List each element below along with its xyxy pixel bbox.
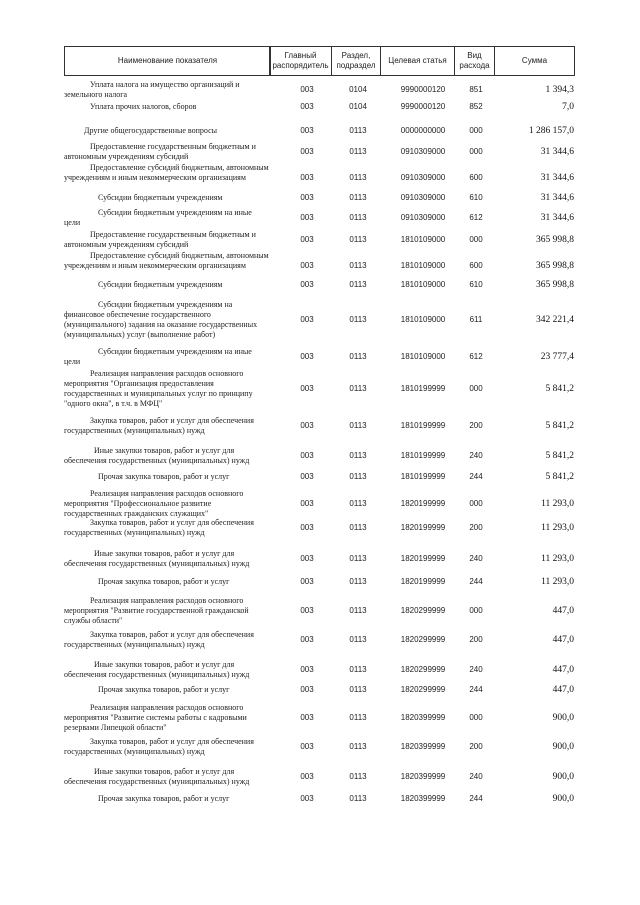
expense-type: 000 bbox=[469, 384, 483, 393]
amount-value: 5 841,2 bbox=[545, 451, 574, 461]
ministry-code: 003 bbox=[300, 772, 314, 781]
section-code: 0113 bbox=[349, 193, 367, 202]
indicator-name: Предоставление государственным бюджетным и автономным учреждениям субсидий bbox=[64, 142, 256, 161]
amount-value: 11 293,0 bbox=[541, 577, 574, 587]
expense-type: 852 bbox=[469, 102, 483, 111]
table-row bbox=[0, 489, 640, 519]
indicator-name: Субсидии бюджетным учреждениям на иные цели bbox=[64, 208, 252, 227]
header-amount: Сумма bbox=[494, 46, 575, 76]
amount-value: 5 841,2 bbox=[545, 384, 574, 394]
target-article: 0000000000 bbox=[400, 126, 446, 135]
target-article: 1810109000 bbox=[400, 261, 446, 270]
ministry-code: 003 bbox=[300, 193, 314, 202]
section-code: 0113 bbox=[349, 523, 367, 532]
indicator-name: Закупка товаров, работ и услуг для обеспечения государственных (муниципальных) нужд bbox=[64, 518, 254, 537]
amount-value: 31 344,6 bbox=[540, 213, 574, 223]
ministry-code: 003 bbox=[300, 665, 314, 674]
expense-type: 200 bbox=[469, 742, 483, 751]
target-article: 9990000120 bbox=[400, 85, 446, 94]
ministry-code: 003 bbox=[300, 147, 314, 156]
expense-type: 000 bbox=[469, 147, 483, 156]
ministry-code: 003 bbox=[300, 235, 314, 244]
table-row bbox=[0, 142, 640, 162]
target-article: 0910309000 bbox=[400, 147, 446, 156]
indicator-name: Предоставление субсидий бюджетным, автономным учреждениям и иным некоммерческим организациям bbox=[64, 251, 269, 270]
amount-value: 365 998,8 bbox=[536, 235, 574, 245]
indicator-name: Реализация направления расходов основного мероприятия "Развитие системы работы с кадровыми резервами Липецкой области" bbox=[64, 703, 247, 732]
amount-value: 365 998,8 bbox=[536, 261, 574, 271]
expense-type: 244 bbox=[469, 472, 483, 481]
expense-type: 000 bbox=[469, 235, 483, 244]
table-row bbox=[0, 208, 640, 228]
ministry-code: 003 bbox=[300, 635, 314, 644]
indicator-name: Предоставление субсидий бюджетным, автономным учреждениям и иным некоммерческим организациям bbox=[64, 163, 269, 182]
indicator-name: Иные закупки товаров, работ и услуг для обеспечения государственных (муниципальных) нужд bbox=[64, 660, 250, 679]
amount-value: 447,0 bbox=[552, 635, 574, 645]
target-article: 1820199999 bbox=[400, 523, 446, 532]
header-section: Раздел, подраздел bbox=[331, 46, 381, 76]
target-article: 1820399999 bbox=[400, 794, 446, 803]
ministry-code: 003 bbox=[300, 352, 314, 361]
amount-value: 900,0 bbox=[552, 794, 574, 804]
table-row bbox=[0, 549, 640, 569]
expense-type: 240 bbox=[469, 451, 483, 460]
amount-value: 900,0 bbox=[552, 772, 574, 782]
target-article: 0910309000 bbox=[400, 193, 446, 202]
section-code: 0104 bbox=[349, 85, 367, 94]
expense-type: 240 bbox=[469, 772, 483, 781]
section-code: 0113 bbox=[349, 665, 367, 674]
section-code: 0113 bbox=[349, 794, 367, 803]
indicator-name: Закупка товаров, работ и услуг для обеспечения государственных (муниципальных) нужд bbox=[64, 416, 254, 435]
amount-value: 5 841,2 bbox=[545, 472, 574, 482]
ministry-code: 003 bbox=[300, 213, 314, 222]
table-row bbox=[0, 767, 640, 787]
table-row bbox=[0, 80, 640, 100]
table-row bbox=[0, 518, 640, 538]
indicator-name: Реализация направления расходов основного мероприятия "Профессиональное развитие государственных гражданских служащих" bbox=[64, 489, 244, 518]
ministry-code: 003 bbox=[300, 472, 314, 481]
ministry-code: 003 bbox=[300, 315, 314, 324]
section-code: 0113 bbox=[349, 147, 367, 156]
ministry-code: 003 bbox=[300, 451, 314, 460]
target-article: 1820199999 bbox=[400, 554, 446, 563]
section-code: 0113 bbox=[349, 772, 367, 781]
header-target: Целевая статья bbox=[380, 46, 455, 76]
section-code: 0113 bbox=[349, 635, 367, 644]
ministry-code: 003 bbox=[300, 102, 314, 111]
section-code: 0113 bbox=[349, 742, 367, 751]
target-article: 1810199999 bbox=[400, 421, 446, 430]
expense-type: 200 bbox=[469, 635, 483, 644]
section-code: 0113 bbox=[349, 451, 367, 460]
amount-value: 1 286 157,0 bbox=[528, 126, 574, 136]
expense-type: 600 bbox=[469, 173, 483, 182]
table-row bbox=[0, 794, 640, 804]
indicator-name: Иные закупки товаров, работ и услуг для обеспечения государственных (муниципальных) нужд bbox=[64, 446, 250, 465]
expense-type: 240 bbox=[469, 554, 483, 563]
section-code: 0113 bbox=[349, 606, 367, 615]
indicator-name: Предоставление государственным бюджетным и автономным учреждениям субсидий bbox=[64, 230, 256, 249]
amount-value: 900,0 bbox=[552, 713, 574, 723]
indicator-name: Прочая закупка товаров, работ и услуг bbox=[98, 685, 230, 694]
table-row bbox=[0, 300, 640, 340]
target-article: 9990000120 bbox=[400, 102, 446, 111]
target-article: 1820399999 bbox=[400, 772, 446, 781]
indicator-name: Субсидии бюджетным учреждениям bbox=[98, 280, 223, 289]
indicator-name: Уплата прочих налогов, сборов bbox=[90, 102, 197, 111]
ministry-code: 003 bbox=[300, 173, 314, 182]
expense-type: 600 bbox=[469, 261, 483, 270]
table-row bbox=[0, 737, 640, 757]
indicator-name: Иные закупки товаров, работ и услуг для обеспечения государственных (муниципальных) нужд bbox=[64, 549, 250, 568]
expense-type: 240 bbox=[469, 665, 483, 674]
expense-type: 244 bbox=[469, 685, 483, 694]
target-article: 0910309000 bbox=[400, 173, 446, 182]
target-article: 1810199999 bbox=[400, 384, 446, 393]
ministry-code: 003 bbox=[300, 577, 314, 586]
target-article: 0910309000 bbox=[400, 213, 446, 222]
indicator-name: Субсидии бюджетным учреждениям на иные цели bbox=[64, 347, 252, 366]
ministry-code: 003 bbox=[300, 421, 314, 430]
ministry-code: 003 bbox=[300, 384, 314, 393]
target-article: 1810199999 bbox=[400, 472, 446, 481]
amount-value: 447,0 bbox=[552, 606, 574, 616]
ministry-code: 003 bbox=[300, 499, 314, 508]
section-code: 0113 bbox=[349, 713, 367, 722]
section-code: 0113 bbox=[349, 126, 367, 135]
header-ministry: Главный распорядитель bbox=[269, 46, 332, 76]
section-code: 0113 bbox=[349, 173, 367, 182]
amount-value: 1 394,3 bbox=[545, 85, 574, 95]
target-article: 1810109000 bbox=[400, 315, 446, 324]
section-code: 0113 bbox=[349, 421, 367, 430]
ministry-code: 003 bbox=[300, 685, 314, 694]
target-article: 1820299999 bbox=[400, 685, 446, 694]
target-article: 1820199999 bbox=[400, 577, 446, 586]
indicator-name: Субсидии бюджетным учреждениям bbox=[98, 193, 223, 202]
ministry-code: 003 bbox=[300, 261, 314, 270]
expense-type: 610 bbox=[469, 193, 483, 202]
amount-value: 447,0 bbox=[552, 665, 574, 675]
amount-value: 900,0 bbox=[552, 742, 574, 752]
section-code: 0113 bbox=[349, 315, 367, 324]
target-article: 1820299999 bbox=[400, 635, 446, 644]
indicator-name: Прочая закупка товаров, работ и услуг bbox=[98, 577, 230, 586]
indicator-name: Реализация направления расходов основного мероприятия "Развитие государственной гражданской службы области" bbox=[64, 596, 249, 625]
table-row bbox=[0, 703, 640, 733]
expense-type: 244 bbox=[469, 577, 483, 586]
expense-type: 611 bbox=[469, 315, 483, 324]
table-row bbox=[0, 577, 640, 587]
amount-value: 31 344,6 bbox=[540, 147, 574, 157]
target-article: 1810109000 bbox=[400, 235, 446, 244]
table-row bbox=[0, 596, 640, 626]
expense-type: 610 bbox=[469, 280, 483, 289]
ministry-code: 003 bbox=[300, 280, 314, 289]
ministry-code: 003 bbox=[300, 126, 314, 135]
amount-value: 7,0 bbox=[562, 102, 574, 112]
target-article: 1820299999 bbox=[400, 665, 446, 674]
table-row bbox=[0, 446, 640, 466]
ministry-code: 003 bbox=[300, 742, 314, 751]
section-code: 0113 bbox=[349, 685, 367, 694]
ministry-code: 003 bbox=[300, 713, 314, 722]
indicator-name: Уплата налога на имущество организаций и земельного налога bbox=[64, 80, 240, 99]
amount-value: 11 293,0 bbox=[541, 499, 574, 509]
ministry-code: 003 bbox=[300, 606, 314, 615]
table-row bbox=[0, 347, 640, 367]
section-code: 0113 bbox=[349, 554, 367, 563]
indicator-name: Прочая закупка товаров, работ и услуг bbox=[98, 472, 230, 481]
section-code: 0113 bbox=[349, 577, 367, 586]
section-code: 0113 bbox=[349, 261, 367, 270]
ministry-code: 003 bbox=[300, 85, 314, 94]
expense-type: 612 bbox=[469, 213, 483, 222]
table-row bbox=[0, 660, 640, 680]
target-article: 1810109000 bbox=[400, 352, 446, 361]
indicator-name: Субсидии бюджетным учреждениям на финансовое обеспечение государственного (муниципального) задания на оказание государственных (муниципальных) услуг (выполнение работ) bbox=[64, 300, 258, 339]
expense-type: 200 bbox=[469, 523, 483, 532]
table-row bbox=[0, 126, 640, 136]
expense-type: 000 bbox=[469, 606, 483, 615]
target-article: 1820399999 bbox=[400, 742, 446, 751]
amount-value: 31 344,6 bbox=[540, 193, 574, 203]
ministry-code: 003 bbox=[300, 554, 314, 563]
amount-value: 23 777,4 bbox=[540, 352, 574, 362]
amount-value: 11 293,0 bbox=[541, 523, 574, 533]
expense-type: 000 bbox=[469, 126, 483, 135]
target-article: 1820199999 bbox=[400, 499, 446, 508]
indicator-name: Прочая закупка товаров, работ и услуг bbox=[98, 794, 230, 803]
section-code: 0113 bbox=[349, 472, 367, 481]
section-code: 0104 bbox=[349, 102, 367, 111]
header-type: Вид расхода bbox=[454, 46, 495, 76]
amount-value: 5 841,2 bbox=[545, 421, 574, 431]
expense-type: 851 bbox=[469, 85, 483, 94]
indicator-name: Закупка товаров, работ и услуг для обеспечения государственных (муниципальных) нужд bbox=[64, 737, 254, 756]
section-code: 0113 bbox=[349, 280, 367, 289]
table-row bbox=[0, 251, 640, 281]
table-row bbox=[0, 102, 640, 112]
table-row bbox=[0, 193, 640, 203]
expense-type: 612 bbox=[469, 352, 483, 361]
indicator-name: Другие общегосударственные вопросы bbox=[84, 126, 218, 135]
target-article: 1820299999 bbox=[400, 606, 446, 615]
amount-value: 365 998,8 bbox=[536, 280, 574, 290]
indicator-name: Иные закупки товаров, работ и услуг для обеспечения государственных (муниципальных) нужд bbox=[64, 767, 250, 786]
amount-value: 31 344,6 bbox=[540, 173, 574, 183]
expense-type: 200 bbox=[469, 421, 483, 430]
ministry-code: 003 bbox=[300, 523, 314, 532]
indicator-name: Закупка товаров, работ и услуг для обеспечения государственных (муниципальных) нужд bbox=[64, 630, 254, 649]
expense-type: 244 bbox=[469, 794, 483, 803]
amount-value: 342 221,4 bbox=[536, 315, 574, 325]
section-code: 0113 bbox=[349, 384, 367, 393]
section-code: 0113 bbox=[349, 499, 367, 508]
table-row bbox=[0, 369, 640, 409]
section-code: 0113 bbox=[349, 235, 367, 244]
indicator-name: Реализация направления расходов основного мероприятия "Организация предоставления государственных и муниципальных услуг по принципу "одного окна", в т.ч. в МФЦ" bbox=[64, 369, 253, 408]
target-article: 1810109000 bbox=[400, 280, 446, 289]
amount-value: 447,0 bbox=[552, 685, 574, 695]
table-row bbox=[0, 416, 640, 436]
target-article: 1810199999 bbox=[400, 451, 446, 460]
expense-type: 000 bbox=[469, 499, 483, 508]
ministry-code: 003 bbox=[300, 794, 314, 803]
table-row bbox=[0, 280, 640, 290]
table-row bbox=[0, 685, 640, 695]
expense-type: 000 bbox=[469, 713, 483, 722]
target-article: 1820399999 bbox=[400, 713, 446, 722]
table-row bbox=[0, 163, 640, 193]
section-code: 0113 bbox=[349, 352, 367, 361]
amount-value: 11 293,0 bbox=[541, 554, 574, 564]
table-row bbox=[0, 230, 640, 250]
table-row bbox=[0, 630, 640, 650]
section-code: 0113 bbox=[349, 213, 367, 222]
table-row bbox=[0, 472, 640, 482]
header-name: Наименование показателя bbox=[64, 46, 271, 76]
